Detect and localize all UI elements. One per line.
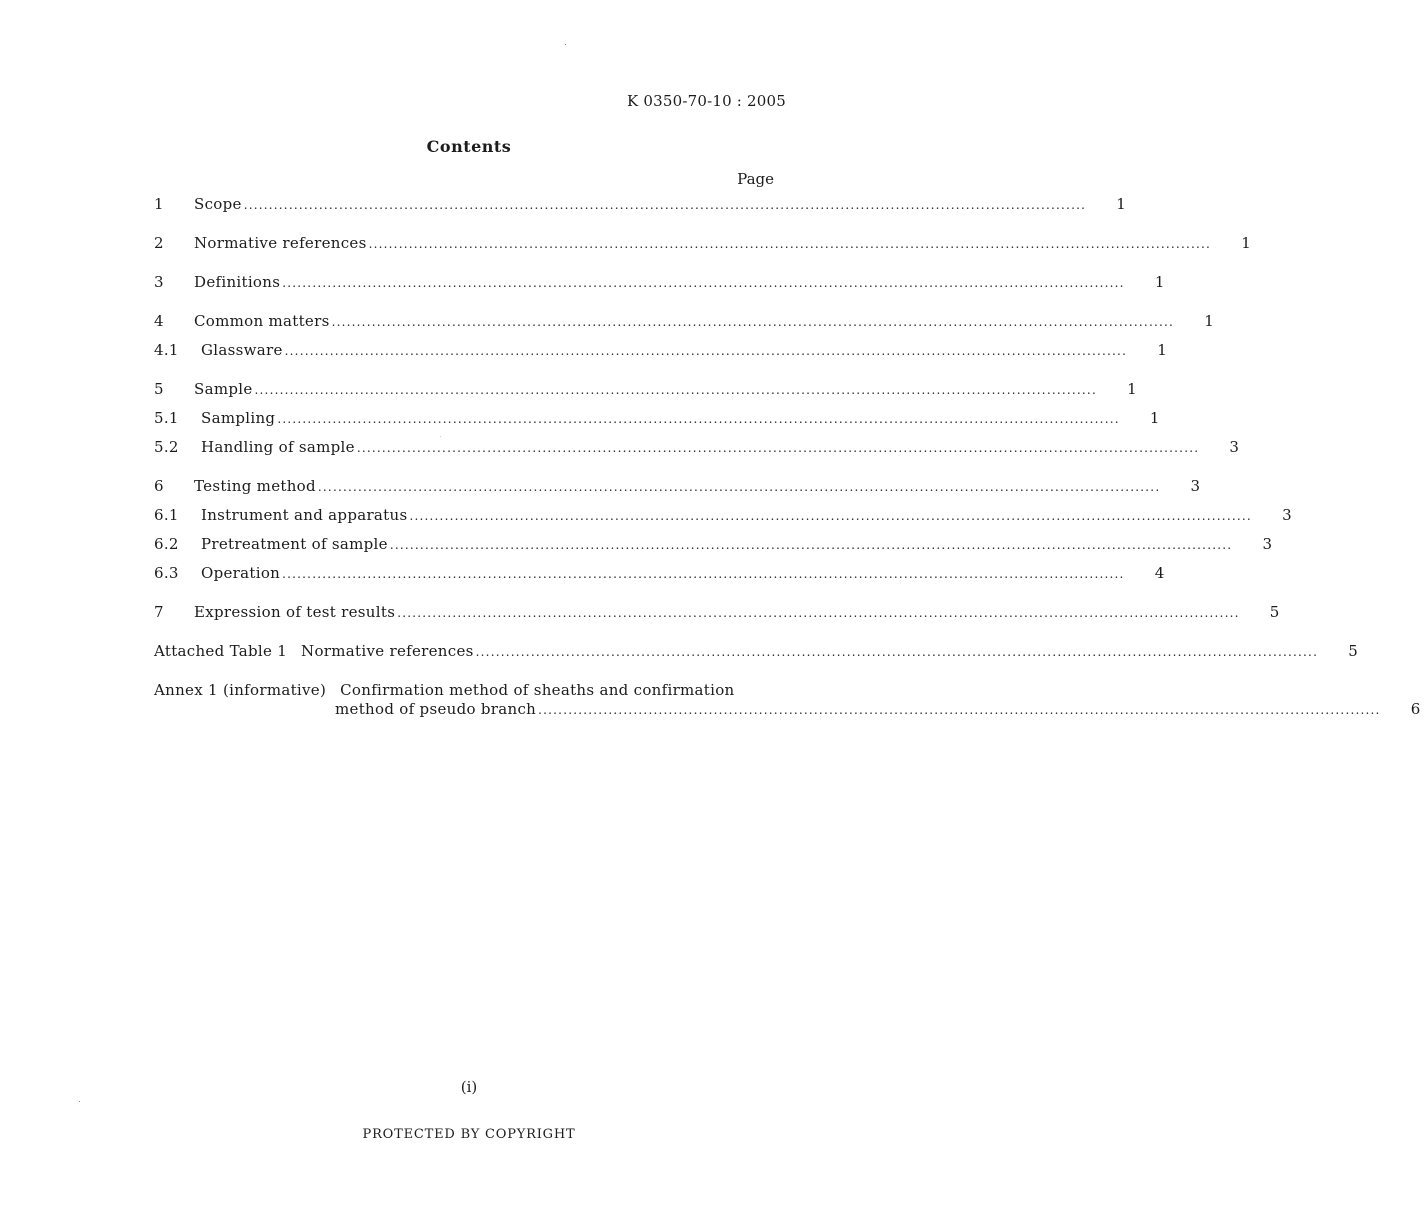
toc-number: 7	[154, 603, 164, 621]
toc-leader: ........................................................................................................................................................................	[284, 344, 1128, 358]
toc-label: Scope	[194, 195, 242, 213]
toc-entry[interactable]	[154, 341, 1168, 370]
toc-leader: ........................................................................................................................................................................	[243, 198, 1087, 212]
toc-entry[interactable]	[154, 506, 1292, 535]
toc-leader: ........................................................................................................................................................................	[389, 538, 1233, 552]
toc-number: 1	[154, 195, 164, 213]
toc-number: 4.1	[154, 341, 179, 359]
toc-leader: ........................................................................................................................................................................	[538, 703, 1381, 717]
toc-label: Handling of sample	[201, 438, 355, 456]
page-title: Contents	[426, 137, 512, 156]
toc-page: 1	[1157, 341, 1168, 359]
toc-number: 6.3	[154, 564, 179, 582]
toc-page: 3	[1190, 477, 1201, 495]
toc-label: Sampling	[201, 409, 276, 427]
toc-number: 5.2	[154, 438, 179, 456]
toc-number: 4	[154, 312, 164, 330]
toc-label: Sample	[194, 380, 253, 398]
table-of-contents	[154, 195, 1421, 724]
footer-page-number: (i)	[460, 1078, 478, 1096]
toc-label: Common matters	[194, 312, 330, 330]
toc-page: 1	[1154, 273, 1165, 291]
toc-entry[interactable]	[154, 438, 1240, 467]
annex-prefix: Annex 1 (informative)	[154, 681, 327, 699]
scan-speck	[79, 1101, 80, 1102]
toc-leader: ........................................................................................................................................................................	[254, 383, 1097, 397]
toc-attached-table[interactable]	[154, 642, 1359, 671]
toc-leader: ........................................................................................................................................................................	[282, 276, 1125, 290]
toc-entry[interactable]	[154, 234, 1252, 263]
toc-page: 1	[1204, 312, 1215, 330]
toc-leader: ........................................................................................................................................................................	[475, 645, 1319, 659]
toc-entry[interactable]	[154, 564, 1165, 593]
toc-entry[interactable]	[154, 312, 1215, 341]
toc-page: 3	[1282, 506, 1292, 524]
toc-label: Normative references	[194, 234, 367, 252]
toc-number: 6.1	[154, 506, 179, 524]
toc-annex[interactable]	[154, 681, 1421, 724]
toc-page: 5	[1269, 603, 1280, 621]
toc-label: Instrument and apparatus	[201, 506, 408, 524]
toc-page: 1	[1116, 195, 1127, 213]
copyright-notice: PROTECTED BY COPYRIGHT	[362, 1127, 576, 1142]
toc-leader: ........................................................................................................................................................................	[356, 441, 1200, 455]
toc-number: 5	[154, 380, 164, 398]
toc-label: Definitions	[194, 273, 281, 291]
toc-page: 1	[1127, 380, 1137, 398]
toc-number: 2	[154, 234, 164, 252]
toc-number: 6.2	[154, 535, 179, 553]
toc-page: 3	[1262, 535, 1273, 553]
toc-entry[interactable]	[154, 409, 1160, 438]
toc-leader: ........................................................................................................................................................................	[331, 315, 1175, 329]
toc-page: 1	[1241, 234, 1252, 252]
toc-entry[interactable]	[154, 477, 1201, 506]
toc-leader: ........................................................................................................................................................................	[409, 509, 1252, 523]
toc-entry[interactable]	[154, 273, 1165, 302]
toc-label: Testing method	[194, 477, 316, 495]
toc-label: Expression of test results	[194, 603, 396, 621]
toc-label: Operation	[201, 564, 281, 582]
toc-entry[interactable]	[154, 195, 1127, 224]
annex-label-line2: method of pseudo branch	[335, 700, 537, 718]
attached-table-prefix: Attached Table 1	[154, 642, 288, 660]
toc-leader: ........................................................................................................................................................................	[368, 237, 1212, 251]
scan-speck	[565, 44, 566, 45]
annex-label-line1: Confirmation method of sheaths and confirmation	[340, 681, 735, 699]
toc-label: Normative references	[301, 642, 474, 660]
toc-page: 3	[1229, 438, 1240, 456]
toc-page: 5	[1348, 642, 1359, 660]
doc-code: K 0350-70-10 : 2005	[626, 92, 786, 110]
toc-page: 6	[1410, 700, 1421, 718]
toc-leader: ........................................................................................................................................................................	[282, 567, 1125, 581]
toc-entry[interactable]	[154, 535, 1273, 564]
toc-number: 5.1	[154, 409, 179, 427]
toc-page: 1	[1149, 409, 1160, 427]
toc-label: Pretreatment of sample	[201, 535, 388, 553]
toc-page: 4	[1154, 564, 1165, 582]
toc-entry[interactable]	[154, 380, 1137, 409]
toc-entry[interactable]	[154, 603, 1280, 632]
toc-leader: ........................................................................................................................................................................	[277, 412, 1120, 426]
page-column-heading: Page	[737, 170, 774, 188]
toc-leader: ........................................................................................................................................................................	[397, 606, 1240, 620]
toc-leader: ........................................................................................................................................................................	[317, 480, 1161, 494]
toc-number: 6	[154, 477, 164, 495]
toc-number: 3	[154, 273, 164, 291]
toc-label: Glassware	[201, 341, 283, 359]
scan-speck	[440, 436, 441, 437]
